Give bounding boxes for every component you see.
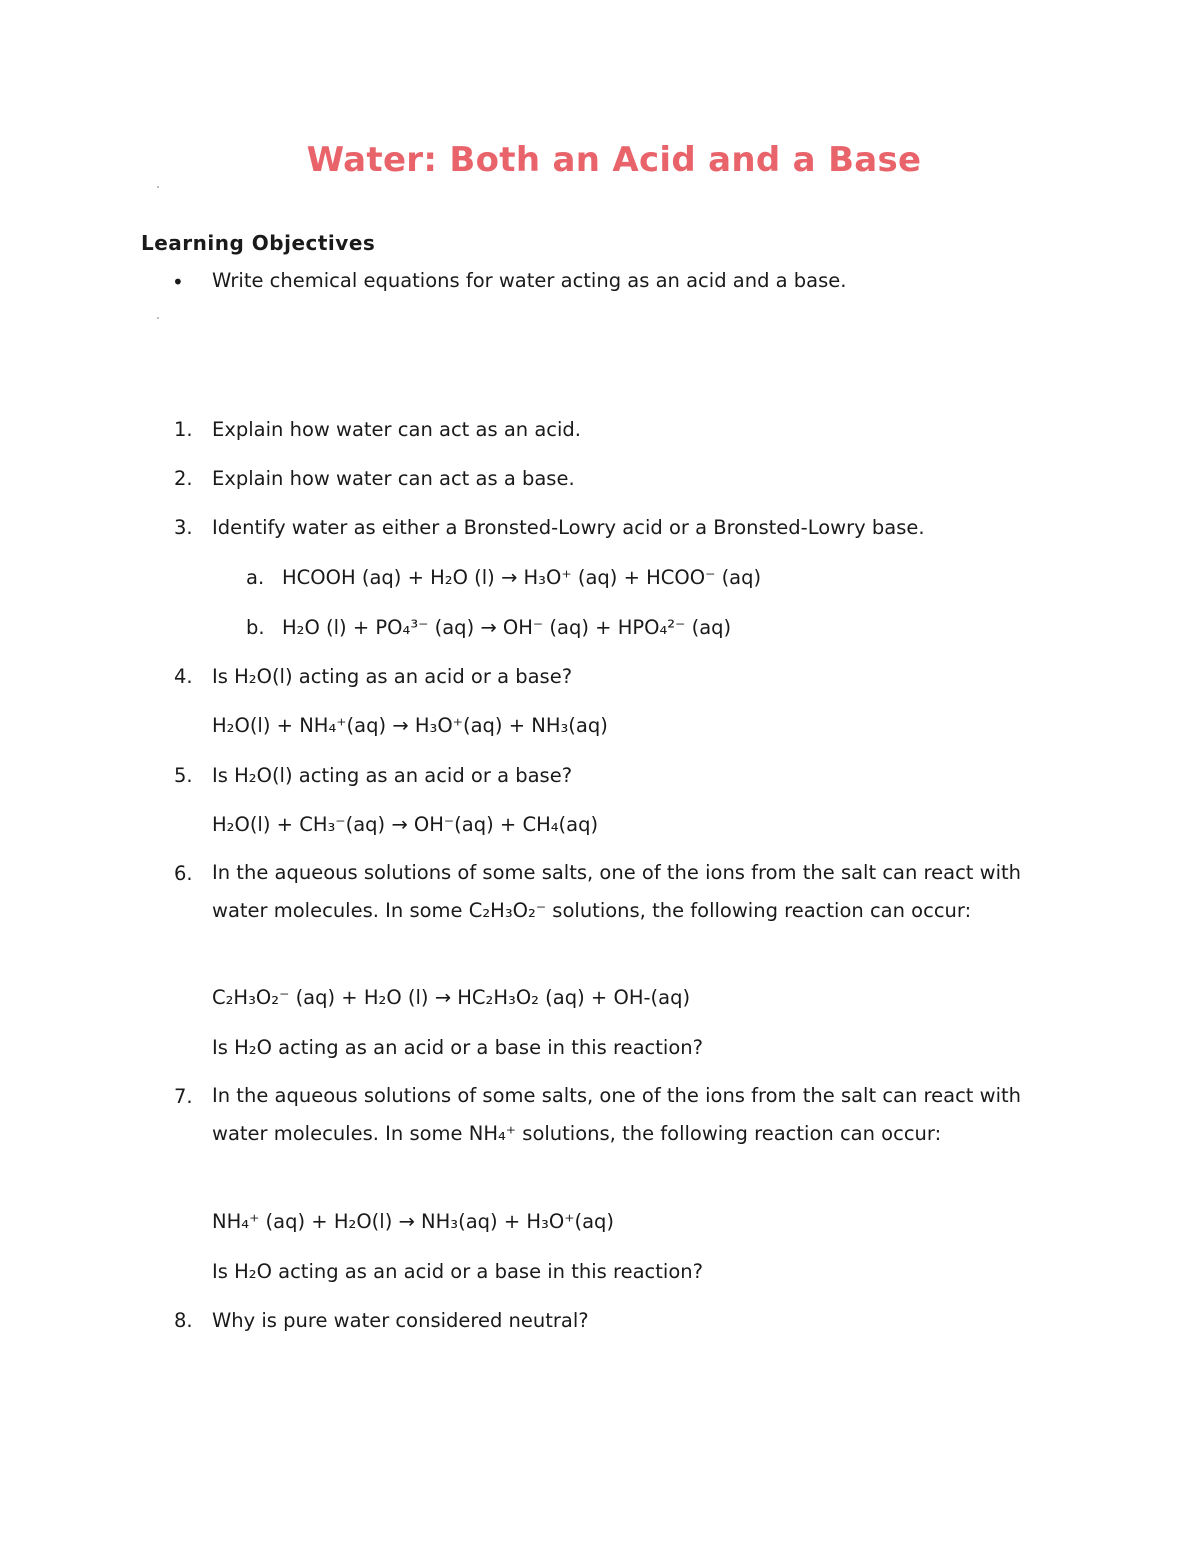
objectives-heading: Learning Objectives — [141, 231, 376, 255]
equation: C₂H₃O₂⁻ (aq) + H₂O (l) → HC₂H₃O₂ (aq) + OH-(aq) — [212, 986, 691, 1009]
margin-mark — [157, 186, 159, 188]
question-number: 3. — [174, 516, 193, 539]
question-text: Explain how water can act as a base. — [212, 467, 575, 490]
question-number: 8. — [174, 1309, 193, 1332]
question-number: 6. — [174, 862, 193, 885]
question-text: In the aqueous solutions of some salts, one of the ions from the salt can react with water molecules. In some C₂H₃O₂⁻ solutions, the following reaction can occur: — [212, 861, 1022, 922]
margin-mark — [157, 317, 159, 319]
question-text: Why is pure water considered neutral? — [212, 1309, 589, 1332]
question-number: 5. — [174, 764, 193, 787]
question-number: 1. — [174, 418, 193, 441]
question-text: Identify water as either a Bronsted-Lowry acid or a Bronsted-Lowry base. — [212, 516, 925, 539]
question-text: In the aqueous solutions of some salts, one of the ions from the salt can react with water molecules. In some NH₄⁺ solutions, the following reaction can occur: — [212, 1084, 1022, 1145]
bullet-icon: • — [172, 270, 184, 294]
question-text: Explain how water can act as an acid. — [212, 418, 581, 441]
question-followup: Is H₂O acting as an acid or a base in this reaction? — [212, 1036, 703, 1059]
sub-item-label: a. — [246, 566, 265, 589]
question-followup: Is H₂O acting as an acid or a base in this reaction? — [212, 1260, 703, 1283]
page-title: Water: Both an Acid and a Base — [306, 140, 922, 180]
equation: HCOOH (aq) + H₂O (l) → H₃O⁺ (aq) + HCOO⁻ (aq) — [282, 566, 762, 589]
equation: H₂O (l) + PO₄³⁻ (aq) → OH⁻ (aq) + HPO₄²⁻ (aq) — [282, 616, 732, 639]
question-number: 7. — [174, 1085, 193, 1108]
question-text: Is H₂O(l) acting as an acid or a base? — [212, 764, 573, 787]
equation: NH₄⁺ (aq) + H₂O(l) → NH₃(aq) + H₃O⁺(aq) — [212, 1210, 615, 1233]
equation: H₂O(l) + NH₄⁺(aq) → H₃O⁺(aq) + NH₃(aq) — [212, 714, 608, 737]
objective-item: Write chemical equations for water acting as an acid and a base. — [212, 269, 847, 292]
question-number: 4. — [174, 665, 193, 688]
question-text: Is H₂O(l) acting as an acid or a base? — [212, 665, 573, 688]
equation: H₂O(l) + CH₃⁻(aq) → OH⁻(aq) + CH₄(aq) — [212, 813, 599, 836]
sub-item-label: b. — [246, 616, 265, 639]
question-number: 2. — [174, 467, 193, 490]
